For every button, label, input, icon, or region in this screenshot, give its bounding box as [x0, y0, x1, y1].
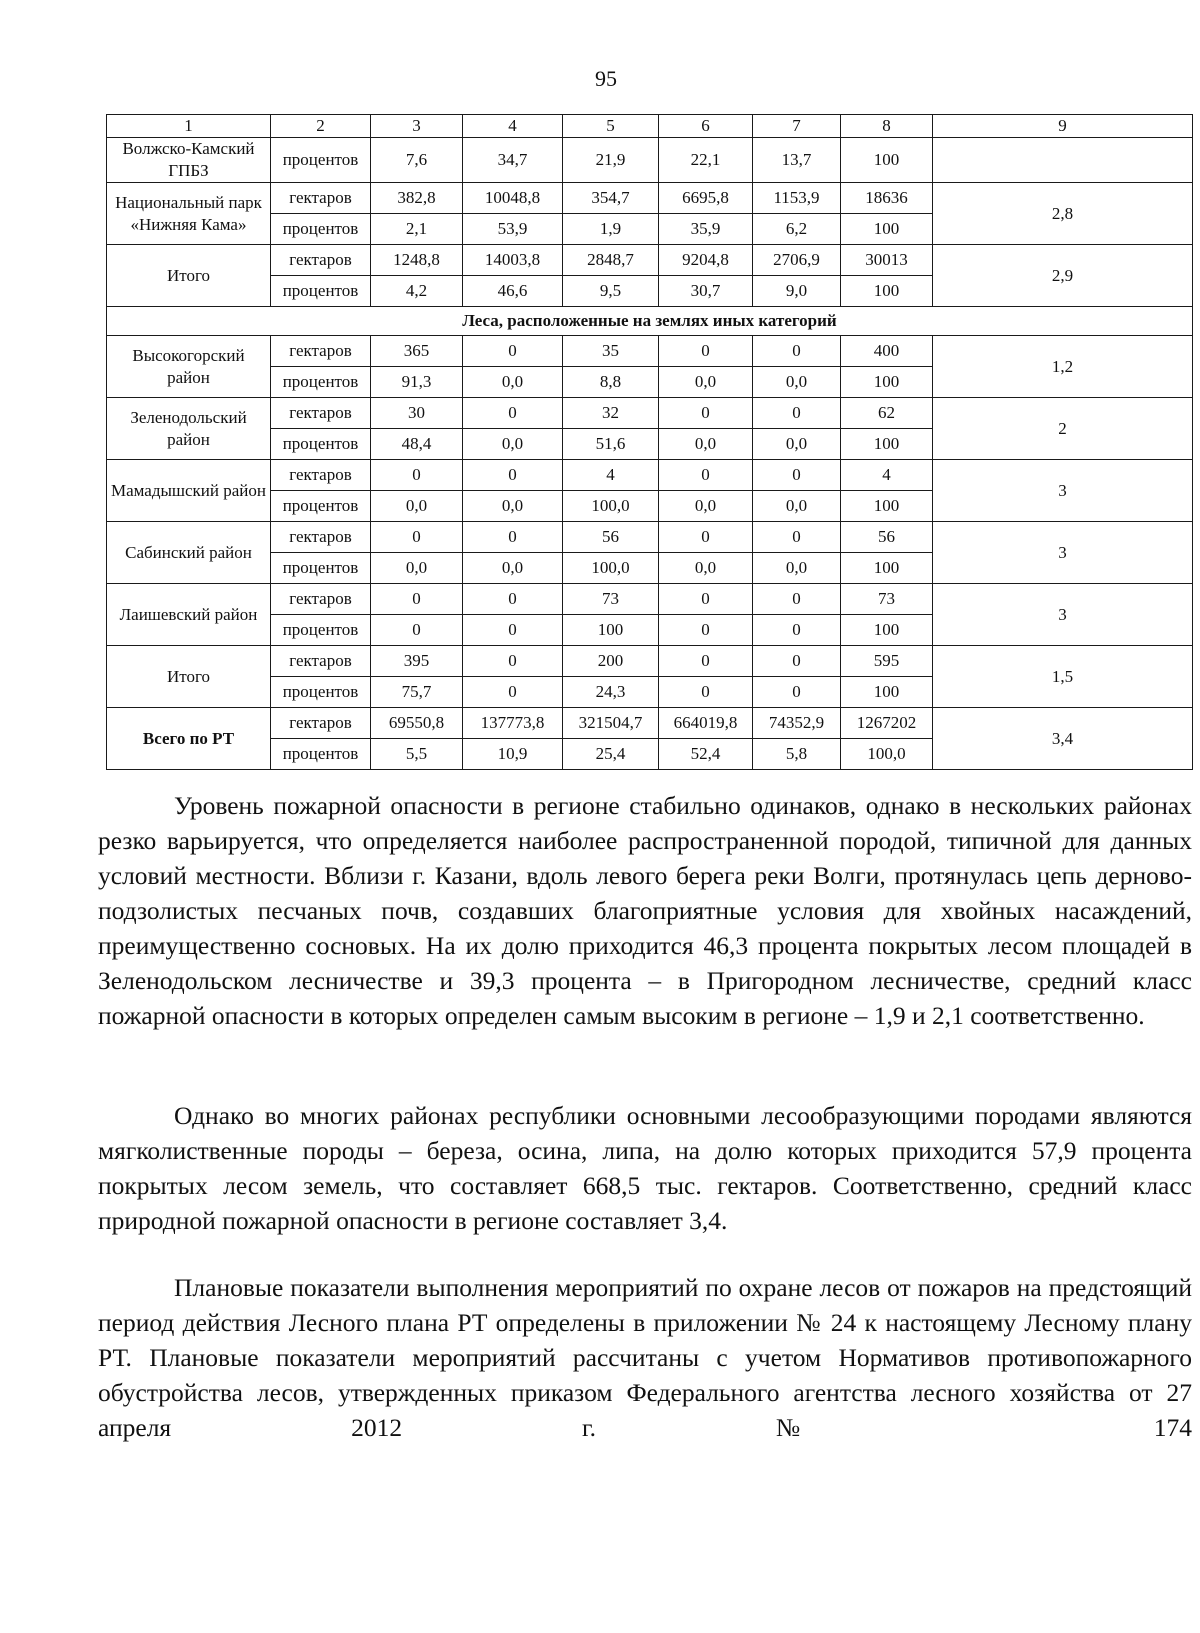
- value-cell: 100: [841, 615, 933, 646]
- value-cell: 30013: [841, 245, 933, 276]
- unit-cell: процентов: [271, 739, 371, 770]
- value-cell: 0: [659, 460, 753, 491]
- value-cell: 30: [371, 398, 463, 429]
- value-cell: 35: [563, 336, 659, 367]
- value-cell: 0: [463, 615, 563, 646]
- row-group-name: Национальный парк «Нижняя Кама»: [107, 183, 271, 245]
- unit-cell: гектаров: [271, 708, 371, 739]
- value-cell: 2848,7: [563, 245, 659, 276]
- value-cell: 4: [563, 460, 659, 491]
- table-row: [107, 646, 1193, 677]
- unit-cell: процентов: [271, 553, 371, 584]
- value-cell: 4,2: [371, 276, 463, 307]
- value-cell: 0: [753, 460, 841, 491]
- value-cell: 0: [659, 584, 753, 615]
- value-cell: 0,0: [753, 553, 841, 584]
- unit-cell: гектаров: [271, 183, 371, 214]
- value-cell: 9,5: [563, 276, 659, 307]
- value-cell: 100: [841, 367, 933, 398]
- value-cell: 100: [841, 429, 933, 460]
- value-cell: 9,0: [753, 276, 841, 307]
- value-cell: 100,0: [563, 553, 659, 584]
- table-row: [107, 183, 1193, 214]
- table-row: [107, 336, 1193, 367]
- value-cell: 1,9: [563, 214, 659, 245]
- value-cell: 0: [753, 646, 841, 677]
- value-cell: 0: [753, 677, 841, 708]
- value-cell: 6,2: [753, 214, 841, 245]
- row-group-name: Волжско-Камский ГПБЗ: [107, 138, 271, 183]
- value-cell: 664019,8: [659, 708, 753, 739]
- value-cell: 7,6: [371, 138, 463, 183]
- value-cell: 0,0: [463, 553, 563, 584]
- value-cell: 137773,8: [463, 708, 563, 739]
- value-cell: 9204,8: [659, 245, 753, 276]
- value-cell: 56: [563, 522, 659, 553]
- value-cell: 100: [841, 214, 933, 245]
- value-cell: 0: [659, 522, 753, 553]
- value-cell: 0: [753, 336, 841, 367]
- value-cell: 0,0: [659, 553, 753, 584]
- value-cell: 0,0: [659, 367, 753, 398]
- fire-class-cell: 2: [933, 398, 1193, 460]
- column-number-header: 7: [753, 115, 841, 138]
- value-cell: 0,0: [753, 491, 841, 522]
- table-row: [107, 245, 1193, 276]
- value-cell: 0,0: [371, 553, 463, 584]
- value-cell: 30,7: [659, 276, 753, 307]
- table-row: [107, 522, 1193, 553]
- paragraph-text: Уровень пожарной опасности в регионе стабильно одинаков, однако в нескольких районах резко варьируется, что определяется наиболее распространенной породой, типичной для данных условий местности. Вблизи г. Казани, вдоль левого берега реки Волги, протянулась цепь дерново-подзолистых песчаных почв, создавших благоприятные условия для хвойных насаждений, преимущественно сосновых. На их долю приходится 46,3 процента покрытых лесом площадей в Зеленодольском лесничестве и 39,3 процента – в Пригородном лесничестве, средний класс пожарной опасности в которых определен самым высоким в регионе – 1,9 и 2,1 соответственно.: [98, 791, 1192, 1030]
- fire-class-cell: 3,4: [933, 708, 1193, 770]
- column-number-header: 1: [107, 115, 271, 138]
- unit-cell: процентов: [271, 615, 371, 646]
- table-row: [107, 708, 1193, 739]
- value-cell: 10048,8: [463, 183, 563, 214]
- value-cell: 32: [563, 398, 659, 429]
- value-cell: 0: [659, 398, 753, 429]
- value-cell: 100: [563, 615, 659, 646]
- value-cell: 56: [841, 522, 933, 553]
- value-cell: 0: [371, 615, 463, 646]
- value-cell: 73: [563, 584, 659, 615]
- value-cell: 0: [463, 584, 563, 615]
- value-cell: 73: [841, 584, 933, 615]
- column-number-header: 9: [933, 115, 1193, 138]
- value-cell: 0: [371, 522, 463, 553]
- value-cell: 13,7: [753, 138, 841, 183]
- value-cell: 6695,8: [659, 183, 753, 214]
- unit-cell: процентов: [271, 276, 371, 307]
- value-cell: 100: [841, 276, 933, 307]
- fire-class-cell: 3: [933, 584, 1193, 646]
- value-cell: 100: [841, 491, 933, 522]
- value-cell: 18636: [841, 183, 933, 214]
- value-cell: 0: [753, 584, 841, 615]
- paragraph-plan-indicators: [98, 1270, 1192, 1445]
- value-cell: 35,9: [659, 214, 753, 245]
- value-cell: 0: [371, 460, 463, 491]
- value-cell: 8,8: [563, 367, 659, 398]
- value-cell: 0: [753, 615, 841, 646]
- row-group-name: Высокогорский район: [107, 336, 271, 398]
- value-cell: 4: [841, 460, 933, 491]
- value-cell: 0: [463, 677, 563, 708]
- value-cell: 100: [841, 553, 933, 584]
- row-group-name: Всего по РТ: [107, 708, 271, 770]
- value-cell: 14003,8: [463, 245, 563, 276]
- value-cell: 5,5: [371, 739, 463, 770]
- value-cell: 1248,8: [371, 245, 463, 276]
- value-cell: 0,0: [753, 367, 841, 398]
- fire-class-cell: 2,8: [933, 183, 1193, 245]
- value-cell: 321504,7: [563, 708, 659, 739]
- value-cell: 10,9: [463, 739, 563, 770]
- value-cell: 1153,9: [753, 183, 841, 214]
- value-cell: 25,4: [563, 739, 659, 770]
- fire-class-cell: 1,5: [933, 646, 1193, 708]
- value-cell: 0: [463, 646, 563, 677]
- value-cell: 0,0: [753, 429, 841, 460]
- value-cell: 100,0: [841, 739, 933, 770]
- row-group-name: Итого: [107, 646, 271, 708]
- value-cell: 0,0: [463, 491, 563, 522]
- value-cell: 0: [463, 522, 563, 553]
- value-cell: 22,1: [659, 138, 753, 183]
- value-cell: 48,4: [371, 429, 463, 460]
- value-cell: 595: [841, 646, 933, 677]
- value-cell: 400: [841, 336, 933, 367]
- unit-cell: процентов: [271, 429, 371, 460]
- value-cell: 0: [659, 646, 753, 677]
- unit-cell: гектаров: [271, 646, 371, 677]
- unit-cell: процентов: [271, 138, 371, 183]
- table-header-row: [107, 115, 1193, 138]
- value-cell: 0: [463, 460, 563, 491]
- value-cell: 100: [841, 677, 933, 708]
- value-cell: 365: [371, 336, 463, 367]
- paragraph-fire-danger-level: [98, 788, 1192, 1033]
- fire-class-cell: 3: [933, 460, 1193, 522]
- value-cell: 354,7: [563, 183, 659, 214]
- value-cell: 2,1: [371, 214, 463, 245]
- value-cell: 0: [753, 522, 841, 553]
- forest-fire-class-table: [106, 114, 1193, 770]
- value-cell: 21,9: [563, 138, 659, 183]
- table-row: [107, 138, 1193, 183]
- value-cell: 0: [753, 398, 841, 429]
- row-group-name: Мамадышский район: [107, 460, 271, 522]
- value-cell: 1267202: [841, 708, 933, 739]
- row-group-name: Итого: [107, 245, 271, 307]
- value-cell: 0: [659, 677, 753, 708]
- unit-cell: гектаров: [271, 522, 371, 553]
- row-group-name: Сабинский район: [107, 522, 271, 584]
- table-row: [107, 398, 1193, 429]
- section-row: [107, 307, 1193, 336]
- unit-cell: процентов: [271, 367, 371, 398]
- value-cell: 34,7: [463, 138, 563, 183]
- value-cell: 5,8: [753, 739, 841, 770]
- unit-cell: процентов: [271, 214, 371, 245]
- column-number-header: 4: [463, 115, 563, 138]
- unit-cell: гектаров: [271, 245, 371, 276]
- value-cell: 0: [659, 336, 753, 367]
- unit-cell: процентов: [271, 677, 371, 708]
- unit-cell: гектаров: [271, 398, 371, 429]
- column-number-header: 3: [371, 115, 463, 138]
- value-cell: 52,4: [659, 739, 753, 770]
- value-cell: 0: [371, 584, 463, 615]
- value-cell: 74352,9: [753, 708, 841, 739]
- row-group-name: Лаишевский район: [107, 584, 271, 646]
- unit-cell: гектаров: [271, 460, 371, 491]
- paragraph-text: Однако во многих районах республики основными лесообразующими породами являются мягколиственные породы – береза, осина, липа, на долю которых приходится 57,9 процента покрытых лесом земель, что составляет 668,5 тыс. гектаров. Соответственно, средний класс природной пожарной опасности в регионе составляет 3,4.: [98, 1101, 1192, 1235]
- value-cell: 75,7: [371, 677, 463, 708]
- section-title: Леса, расположенные на землях иных категорий: [107, 307, 1193, 336]
- fire-class-cell: 1,2: [933, 336, 1193, 398]
- value-cell: 2706,9: [753, 245, 841, 276]
- paragraph-softwood-species: [98, 1098, 1192, 1238]
- value-cell: 0: [463, 336, 563, 367]
- unit-cell: гектаров: [271, 336, 371, 367]
- table-row: [107, 584, 1193, 615]
- column-number-header: 6: [659, 115, 753, 138]
- value-cell: 395: [371, 646, 463, 677]
- value-cell: 0: [659, 615, 753, 646]
- unit-cell: процентов: [271, 491, 371, 522]
- value-cell: 91,3: [371, 367, 463, 398]
- value-cell: 200: [563, 646, 659, 677]
- column-number-header: 2: [271, 115, 371, 138]
- value-cell: 100: [841, 138, 933, 183]
- value-cell: 100,0: [563, 491, 659, 522]
- column-number-header: 5: [563, 115, 659, 138]
- unit-cell: гектаров: [271, 584, 371, 615]
- value-cell: 0,0: [463, 367, 563, 398]
- value-cell: 69550,8: [371, 708, 463, 739]
- value-cell: 46,6: [463, 276, 563, 307]
- value-cell: 0,0: [659, 429, 753, 460]
- value-cell: 24,3: [563, 677, 659, 708]
- row-group-name: Зеленодольский район: [107, 398, 271, 460]
- page-number: 95: [595, 66, 617, 91]
- value-cell: 0,0: [659, 491, 753, 522]
- value-cell: 0,0: [463, 429, 563, 460]
- paragraph-text: Плановые показатели выполнения мероприятий по охране лесов от пожаров на предстоящий период действия Лесного плана РТ определены в приложении № 24 к настоящему Лесному плану РТ. Плановые показатели мероприятий рассчитаны с учетом Нормативов противопожарного обустройства лесов, утвержденных приказом Федерального агентства лесного хозяйства от 27 апреля 2012 г. № 174: [98, 1273, 1192, 1442]
- fire-class-cell: 3: [933, 522, 1193, 584]
- fire-class-cell: [933, 138, 1193, 183]
- value-cell: 53,9: [463, 214, 563, 245]
- value-cell: 62: [841, 398, 933, 429]
- value-cell: 0,0: [371, 491, 463, 522]
- value-cell: 382,8: [371, 183, 463, 214]
- value-cell: 0: [463, 398, 563, 429]
- value-cell: 51,6: [563, 429, 659, 460]
- fire-class-cell: 2,9: [933, 245, 1193, 307]
- table-row: [107, 460, 1193, 491]
- column-number-header: 8: [841, 115, 933, 138]
